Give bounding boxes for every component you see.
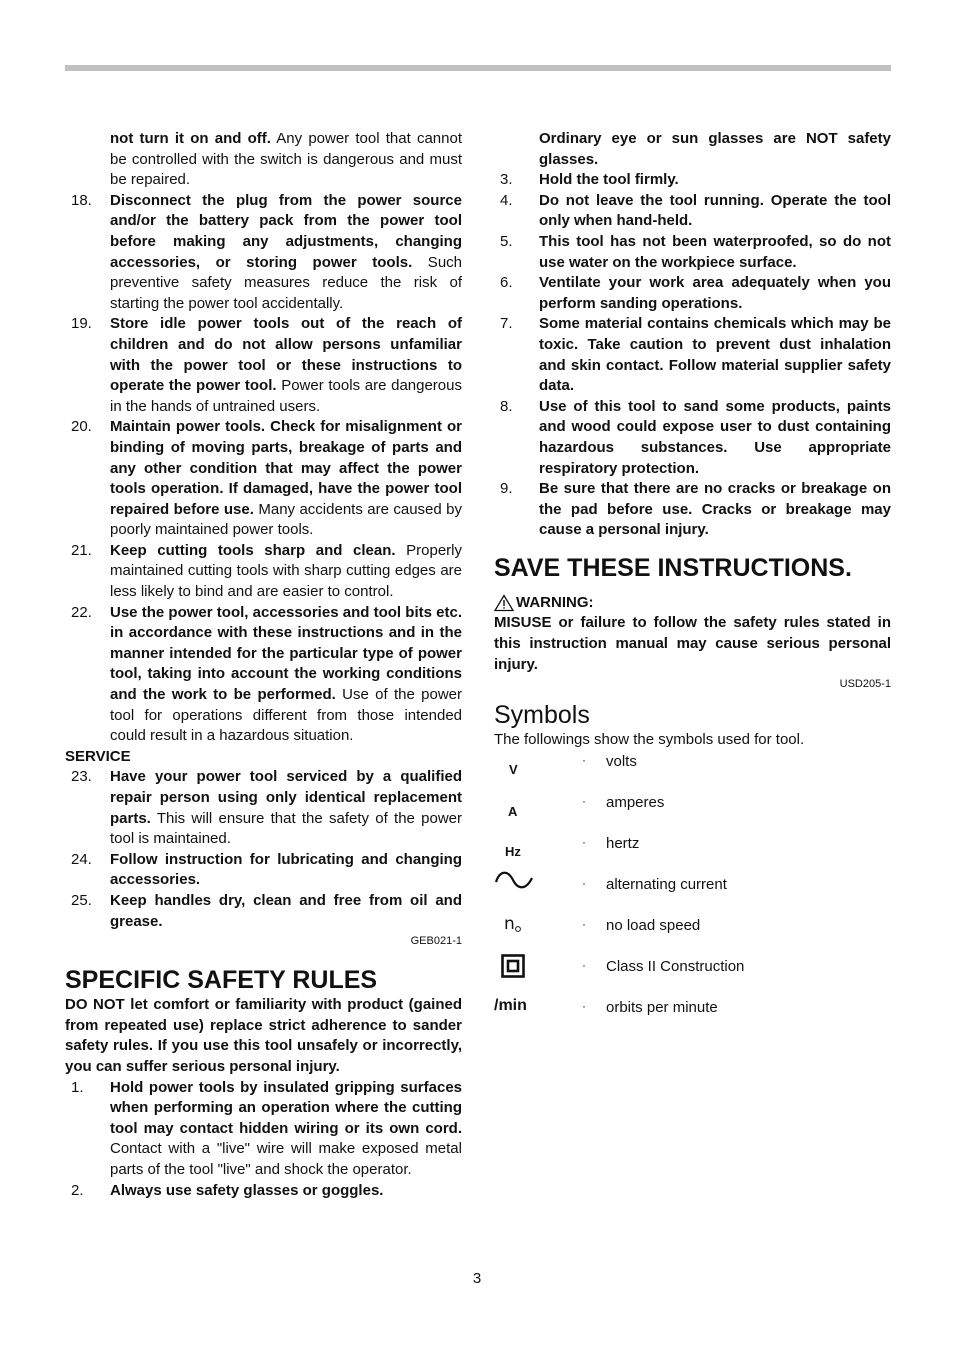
list-item: 2. Always use safety glasses or goggles.	[71, 1181, 384, 1199]
list-item: 6. Ventilate your work area adequately when you perform sanding operations.	[500, 274, 891, 312]
warning-label: WARNING:	[494, 593, 891, 614]
header-rule	[65, 65, 891, 71]
specific-intro: DO NOT let comfort or familiarity with product (gained from repeated use) replace strict adherence to sander safety rules. If you use this tool unsafely or incorrectly, you can suffer serious personal injury.	[65, 996, 462, 1075]
symbol-row: · alternating current	[494, 875, 891, 916]
symbol-row: · Class II Construction	[494, 957, 891, 998]
specific-rules-list-continued	[494, 170, 891, 541]
list-item: 21. Keep cutting tools sharp and clean. Properly maintained cutting tools with sharp cutting edges are less likely to bind and are easier to control.	[71, 541, 463, 601]
specific-rules-list	[65, 1078, 462, 1202]
no-load-speed-icon	[503, 913, 533, 935]
symbol-row: Hz · hertz	[494, 834, 891, 875]
symbol-row: n · no load speed	[504, 913, 701, 934]
list-item: 19. Store idle power tools out of the reach of children and do not allow persons unfamiliar with the power tool or these instructions to operate the power tool. Power tools are dangerous in the hands of untrained users.	[71, 315, 462, 415]
left-column	[65, 129, 462, 1201]
service-list	[65, 767, 462, 932]
reference-code: USD205-1	[839, 678, 891, 691]
volts-symbol: V	[509, 761, 518, 777]
specific-safety-heading: SPECIFIC SAFETY RULES	[65, 966, 378, 995]
list-item: 8. Use of this tool to sand some products, paints and wood could expose user to dust containing hazardous substances. Use appropriate respiratory protection.	[500, 397, 891, 477]
hertz-symbol: Hz	[505, 843, 521, 859]
symbol-row: /min · orbits per minute	[494, 998, 891, 1039]
symbols-heading: Symbols	[494, 701, 590, 730]
class-ii-icon	[501, 954, 527, 980]
list-item: 5. This tool has not been waterproofed, so do not use water on the workpiece surface.	[500, 232, 891, 271]
reference-code: GEB021-1	[410, 935, 462, 948]
alternating-current-icon	[494, 868, 534, 892]
page-number: 3	[472, 1270, 482, 1287]
list-item: 1. Hold power tools by insulated gripping surfaces when performing an operation where the cutting tool may contact hidden wiring or its own cord. Contact with a "live" wire will make exposed metal parts of the tool "live" and shock the operator.	[71, 1078, 462, 1178]
list-item: 20. Maintain power tools. Check for misalignment or binding of moving parts, breakage of parts and any other condition that may affect the power tools operation. If damaged, have the power tool repaired before use. Many accidents are caused by poorly maintained power tools.	[71, 418, 463, 539]
service-heading: SERVICE	[65, 747, 131, 765]
amperes-symbol: A	[508, 803, 518, 819]
per-minute-symbol: /min	[494, 996, 527, 1014]
list-item: 24. Follow instruction for lubricating and changing accessories.	[71, 850, 462, 889]
list-item: 7. Some material contains chemicals which may be toxic. Take caution to prevent dust inhalation and skin contact. Follow material supplier safety data.	[500, 315, 891, 395]
list-item: 25. Keep handles dry, clean and free from oil and grease.	[71, 891, 462, 930]
symbols-intro: The followings show the symbols used for tool.	[494, 731, 805, 749]
list-item: 23. Have your power tool serviced by a qualified repair person using only identical replacement parts. This will ensure that the safety of the power tool is maintained.	[71, 768, 462, 848]
general-rules-list	[65, 191, 462, 747]
list-item: 18. Disconnect the plug from the power source and/or the battery pack from the power tool before making any adjustments, changing accessories, or storing power tools. Such preventive safety measures reduce the risk of starting the power tool accidentally.	[71, 191, 463, 312]
right-column	[494, 129, 891, 1039]
svg-text:n: n	[504, 913, 515, 934]
symbol-row: V · volts	[494, 752, 891, 793]
warning-triangle-icon	[494, 594, 514, 612]
continued-paragraph: Ordinary eye or sun glasses are NOT safety glasses.	[539, 130, 891, 168]
save-instructions-heading: SAVE THESE INSTRUCTIONS.	[494, 553, 852, 582]
list-item: 9. Be sure that there are no cracks or breakage on the pad before use. Cracks or breakage may cause a personal injury.	[500, 480, 891, 539]
symbols-table	[494, 752, 891, 1039]
warning-text: MISUSE or failure to follow the safety rules stated in this instruction manual may cause serious personal injury.	[494, 614, 891, 673]
symbol-row: A · amperes	[494, 793, 891, 834]
list-item: 3. Hold the tool firmly.	[500, 171, 679, 189]
list-item: 22. Use the power tool, accessories and tool bits etc. in accordance with these instructions and in the manner intended for the particular type of power tool, taking into account the working conditions and the work to be performed. Use of the power tool for operations different from those intended could result in a hazardous situation.	[71, 603, 462, 745]
list-item: 4. Do not leave the tool running. Operate the tool only when hand-held.	[500, 191, 891, 230]
continued-paragraph: not turn it on and off. Any power tool that cannot be controlled with the switch is dangerous and must be repaired.	[110, 130, 462, 189]
